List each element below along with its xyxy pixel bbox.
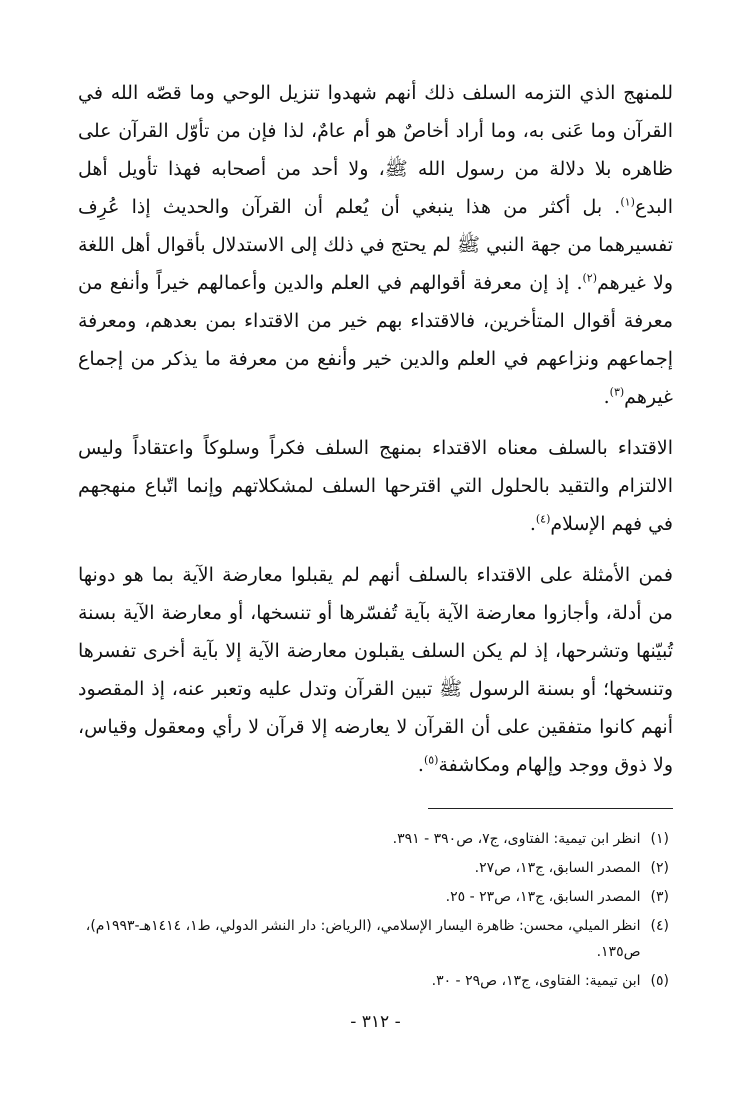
footnote-text: ابن تيمية: الفتاوى، ج١٣، ص٢٩ - ٣٠. <box>431 973 641 989</box>
footnote-1 <box>78 826 669 852</box>
paragraph-text: . <box>417 754 424 776</box>
footnote-3 <box>78 884 669 910</box>
footnote-text: المصدر السابق، ج١٣، ص٢٣ - ٢٥. <box>445 889 641 905</box>
paragraph-text: . <box>529 513 536 535</box>
paragraph-text: للمنهج الذي التزمه السلف ذلك أنهم شهدوا تنزيل الوحي وما قصّه الله في القرآن وما عَنى به، وما أراد أخاصٌ هو أم عامٌ، لذا فإن من تأوّل القرآن على ظاهره بلا دلالة من رسول الله ﷺ، ولا أحد من أصحابه فهذا تأويل أهل البدع <box>78 82 673 218</box>
paragraph-text: . بل أكثر من هذا ينبغي أن يُعلم أن القرآن والحديث إذا عُرِف تفسيرهما من جهة النبي ﷺ لم يحتج في ذلك إلى الاستدلال بأقوال أهل اللغة ولا غيرهم <box>78 196 673 294</box>
footnote-marker-5[interactable]: (٥) <box>423 753 439 767</box>
main-text <box>78 74 673 784</box>
footnote-number: (٥) <box>650 973 669 989</box>
footnotes-list <box>78 826 669 997</box>
page-number: - ٣١٢ - <box>350 1012 401 1032</box>
paragraph-text: . <box>603 386 610 408</box>
footnote-number: (١) <box>650 831 669 847</box>
footnote-text: انظر ابن تيمية: الفتاوى، ج٧، ص٣٩٠ - ٣٩١. <box>392 831 641 847</box>
footnote-text: المصدر السابق، ج١٣، ص٢٧. <box>474 860 641 876</box>
paragraph-2 <box>78 429 673 543</box>
paragraph-text: . إذ إن معرفة أقوالهم في العلم والدين وأعمالهم خيراً وأنفع من معرفة أقوال المتأخرين، فالاقتداء بهم خير من الاقتداء بمن بعدهم، ومعرفة إجماعهم ونزاعهم في العلم والدين خير وأنفع من معرفة ما يذكر من إجماع غيرهم <box>78 272 673 408</box>
paragraph-text: الاقتداء بالسلف معناه الاقتداء بمنهج السلف فكراً وسلوكاً واعتقاداً وليس الالتزام والتقيد بالحلول التي اقترحها السلف لمشكلاتهم وإنما اتّباع منهجهم في فهم الإسلام <box>78 437 673 535</box>
footnote-number: (٣) <box>650 889 669 905</box>
footnote-4 <box>78 913 669 965</box>
footnote-number: (٤) <box>650 918 669 934</box>
footnote-marker-1[interactable]: (١) <box>620 195 635 209</box>
footnote-marker-3[interactable]: (٣) <box>609 385 625 399</box>
paragraph-text: فمن الأمثلة على الاقتداء بالسلف أنهم لم يقبلوا معارضة الآية بما هو دونها من أدلة، وأجازوا معارضة الآية بآية تُفسّرها أو تنسخها، أو معارضة الآية بسنة تُبيّنها وتشرحها، إذ لم يكن السلف يقبلون معارضة الآية إلا بآية أخرى تفسرها وتنسخها؛ أو بسنة الرسول ﷺ تبين القرآن وتدل عليه وتعبر عنه، إذ المقصود أنهم كانوا متفقين على أن القرآن لا يعارضه إلا قرآن لا رأي ومعقول وقياس، ولا ذوق ووجد وإلهام ومكاشفة <box>78 564 673 776</box>
footnote-marker-2[interactable]: (٢) <box>582 271 598 285</box>
paragraph-3 <box>78 556 673 784</box>
footnote-2 <box>78 855 669 881</box>
footnote-number: (٢) <box>650 860 669 876</box>
footnote-separator <box>428 808 673 809</box>
paragraph-1 <box>78 74 673 416</box>
footnote-marker-4[interactable]: (٤) <box>535 512 551 526</box>
footnote-text: انظر الميلي، محسن: ظاهرة اليسار الإسلامي، (الرياض: دار النشر الدولي، ط١، ١٤١٤هـ-١٩٩٣م)، ص١٣٥. <box>85 918 641 960</box>
footnote-5 <box>78 968 669 994</box>
